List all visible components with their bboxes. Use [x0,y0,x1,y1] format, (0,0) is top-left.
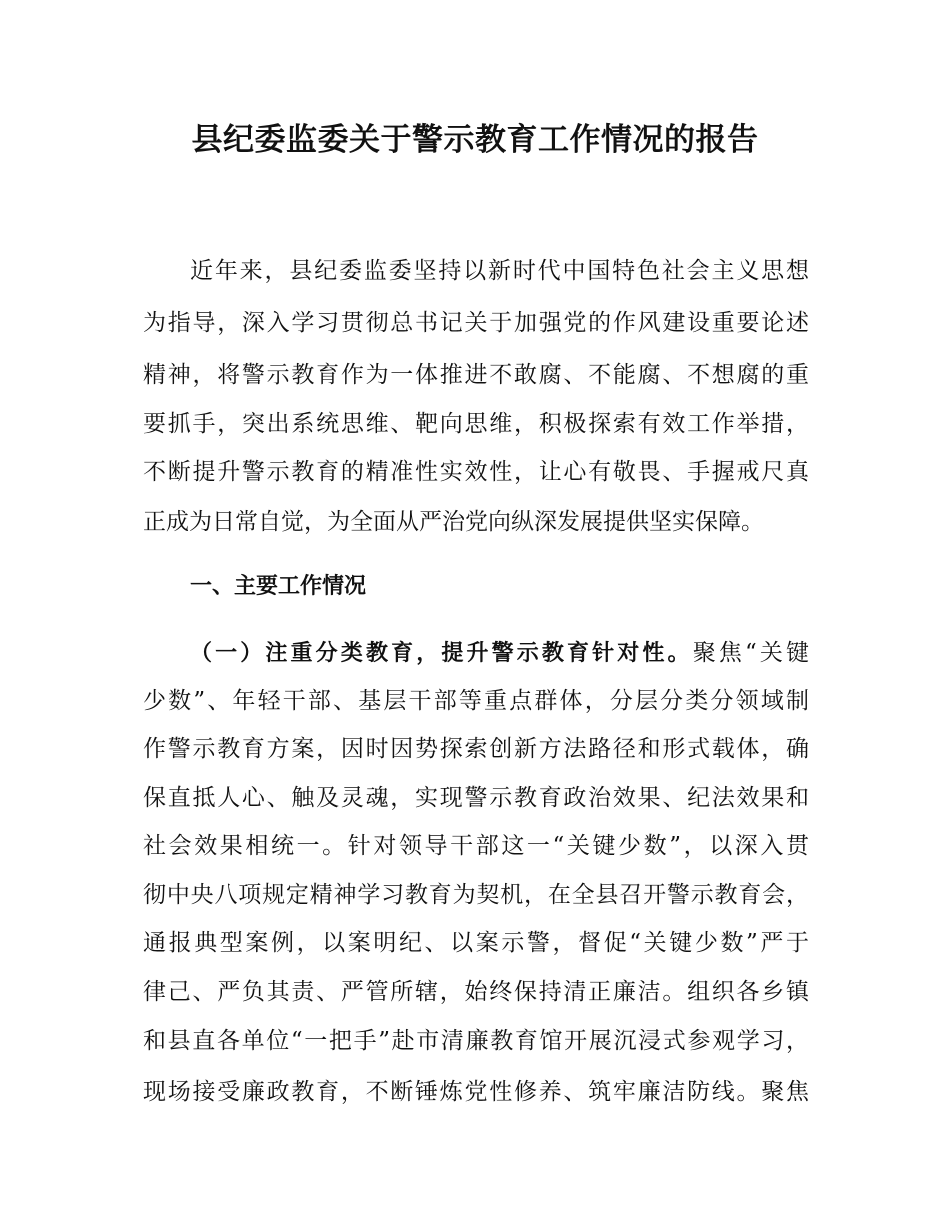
intro-line: 要抓手，突出系统思维、靶向思维，积极探索有效工作举措， [143,411,809,437]
body-line: 彻中央八项规定精神学习教育为契机，在全县召开警示教育会， [143,882,809,908]
body-line: 通报典型案例，以案明纪、以案示警，督促“关键少数”严于 [143,930,809,956]
body-line: 律己、严负其责、严管所辖，始终保持清正廉洁。组织各乡镇 [143,979,809,1005]
body-line: 社会效果相统一。针对领导干部这一“关键少数”，以深入贯 [143,833,809,859]
intro-line: 不断提升警示教育的精准性实效性，让心有敬畏、手握戒尺真 [143,459,809,485]
subsection-lead-line [190,628,809,678]
intro-line: 精神，将警示教育作为一体推进不敢腐、不能腐、不想腐的重 [143,362,809,388]
document-title: 县纪委监委关于警示教育工作情况的报告 [191,122,759,158]
body-line: 作警示教育方案，因时因势探索创新方法路径和形式载体，确 [143,736,809,762]
body-line: 和县直各单位“一把手”赴市清廉教育馆开展沉浸式参观学习， [143,1028,809,1054]
section-heading: 一、主要工作情况 [190,574,367,599]
body-line: 保直抵人心、触及灵魂，实现警示教育政治效果、纪法效果和 [143,785,809,811]
body-line: 现场接受廉政教育，不断锤炼党性修养、筑牢廉洁防线。聚焦 [143,1079,809,1105]
subsection-lead-text: 聚焦“关键 [692,640,809,666]
intro-line: 正成为日常自觉，为全面从严治党向纵深发展提供坚实保障。 [143,509,764,535]
body-line: 少数”、年轻干部、基层干部等重点群体，分层分类分领域制 [143,688,809,714]
subsection-bold-title: （一）注重分类教育，提升警示教育针对性。 [190,641,693,666]
intro-line: 为指导，深入学习贯彻总书记关于加强党的作风建设重要论述 [143,310,809,336]
intro-line: 近年来，县纪委监委坚持以新时代中国特色社会主义思想 [190,258,809,284]
